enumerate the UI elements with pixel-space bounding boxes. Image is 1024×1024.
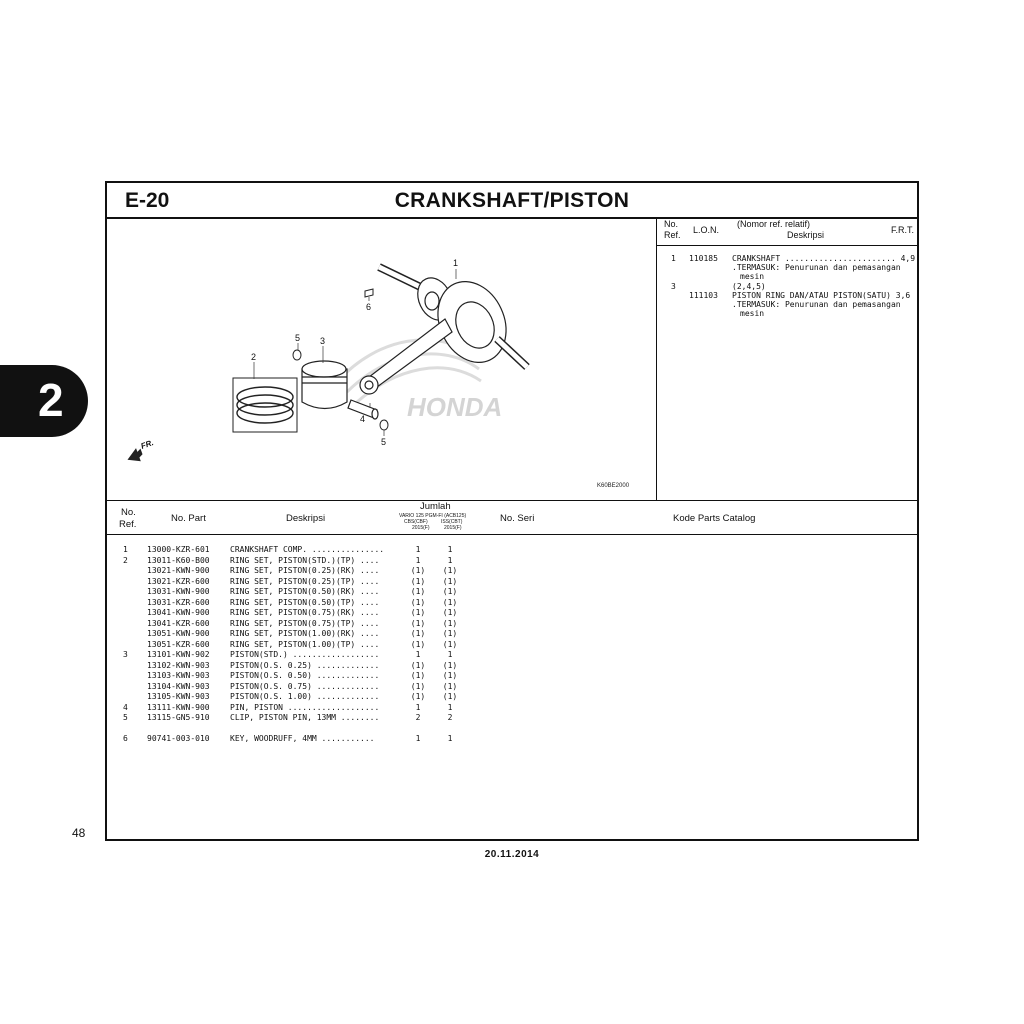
qty-model-1-cell: (1) bbox=[410, 576, 426, 586]
qty-model-1-cell: 1 bbox=[415, 734, 421, 743]
part-number-cell: 13041-KWN-900 bbox=[147, 608, 210, 617]
part-number-cell: 13031-KWN-900 bbox=[147, 587, 210, 596]
description-cell: RING SET, PISTON(1.00)(RK) .... bbox=[230, 629, 380, 638]
page-title: CRANKSHAFT/PISTON bbox=[394, 189, 630, 212]
qty-model-2-cell: (1) bbox=[442, 671, 458, 680]
frt-line: mesin bbox=[740, 272, 765, 281]
qty-model-1-cell: (1) bbox=[410, 639, 426, 649]
qty-model-1-cell: (1) bbox=[410, 660, 426, 670]
callout-4: 4 bbox=[360, 414, 366, 424]
exploded-diagram bbox=[107, 217, 656, 500]
section-tab bbox=[0, 365, 88, 437]
model-2-year: 2015(F) bbox=[444, 525, 462, 531]
frt-ref: 1 bbox=[671, 254, 676, 263]
callout-3: 3 bbox=[320, 336, 326, 346]
model-2-variant: ISS(CBT) bbox=[441, 519, 463, 525]
qty-model-2-cell: (1) bbox=[442, 681, 458, 691]
parts-row bbox=[107, 713, 917, 724]
ref-cell: 1 bbox=[123, 545, 128, 554]
callout-1: 1 bbox=[453, 258, 459, 268]
part-number-cell: 13000-KZR-601 bbox=[147, 545, 210, 554]
ref-cell: 6 bbox=[123, 734, 128, 743]
qty-model-1-cell: (1) bbox=[410, 566, 426, 575]
callout-5b: 5 bbox=[381, 437, 387, 447]
front-label: FR. bbox=[139, 438, 155, 451]
parts-row bbox=[107, 650, 917, 661]
parts-row bbox=[107, 692, 917, 703]
qty-model-2-cell: 2 bbox=[447, 713, 453, 722]
print-date: 20.11.2014 bbox=[484, 849, 540, 860]
parts-row bbox=[107, 724, 917, 735]
front-arrow-icon bbox=[125, 438, 155, 465]
frt-ref: 3 bbox=[671, 282, 676, 291]
description-cell: PIN, PISTON ................... bbox=[230, 702, 380, 712]
description-cell: PISTON(O.S. 0.25) ............. bbox=[230, 660, 380, 670]
divider bbox=[107, 534, 917, 535]
qty-model-1-cell: (1) bbox=[410, 587, 426, 596]
parts-row bbox=[107, 734, 917, 745]
part-number-cell: 90741-003-010 bbox=[147, 734, 210, 743]
part-number-cell: 13031-KZR-600 bbox=[147, 597, 210, 607]
qty-model-1-cell: (1) bbox=[410, 681, 426, 691]
qty-model-2-cell: (1) bbox=[442, 692, 458, 701]
frt-col-desc: Deskripsi bbox=[787, 230, 825, 240]
qty-model-1-cell: 1 bbox=[415, 702, 421, 712]
parts-row bbox=[107, 619, 917, 630]
frt-col-rel: (Nomor ref. relatif) bbox=[737, 219, 811, 229]
qty-model-1-cell: (1) bbox=[410, 629, 426, 638]
qty-model-2-cell: (1) bbox=[442, 608, 458, 617]
parts-row bbox=[107, 682, 917, 693]
description-cell: PISTON(O.S. 1.00) ............. bbox=[230, 692, 380, 701]
description-cell: RING SET, PISTON(0.75)(RK) .... bbox=[230, 608, 380, 617]
ref-cell: 4 bbox=[123, 702, 128, 712]
description-cell: PISTON(O.S. 0.75) ............. bbox=[230, 681, 380, 691]
part-number-cell: 13111-KWN-900 bbox=[147, 702, 210, 712]
qty-model-1-cell: (1) bbox=[410, 692, 426, 701]
frt-table bbox=[657, 217, 919, 500]
frt-col-no: No. bbox=[664, 219, 679, 229]
parts-row bbox=[107, 671, 917, 682]
description-cell: RING SET, PISTON(0.75)(TP) .... bbox=[230, 618, 380, 628]
col-jumlah: Jumlah bbox=[420, 501, 451, 512]
piston-rings-drawing bbox=[233, 378, 297, 432]
description-cell: PISTON(O.S. 0.50) ............. bbox=[230, 671, 380, 680]
part-number-cell: 13021-KWN-900 bbox=[147, 566, 210, 575]
diagram-drawing bbox=[107, 217, 656, 500]
parts-row bbox=[107, 545, 917, 556]
part-number-cell: 13051-KZR-600 bbox=[147, 639, 210, 649]
clip-drawing bbox=[380, 420, 388, 430]
frt-line: mesin bbox=[740, 309, 765, 318]
piston-drawing bbox=[302, 361, 347, 409]
qty-model-2-cell: (1) bbox=[442, 597, 458, 607]
frt-line: CRANKSHAFT ....................... 4,9 bbox=[732, 254, 916, 263]
qty-model-1-cell: (1) bbox=[410, 597, 426, 607]
col-desc: Deskripsi bbox=[286, 513, 326, 524]
woodruff-key-drawing bbox=[365, 289, 373, 297]
qty-model-2-cell: (1) bbox=[442, 629, 458, 638]
page-number: 48 bbox=[72, 826, 86, 840]
part-number-cell: 13011-K60-B00 bbox=[147, 555, 210, 565]
frt-lon: 110185 bbox=[689, 254, 718, 263]
callout-6: 6 bbox=[366, 302, 372, 312]
parts-row bbox=[107, 661, 917, 672]
qty-model-1-cell: 1 bbox=[415, 555, 421, 565]
qty-model-1-cell: 1 bbox=[415, 650, 421, 659]
qty-model-2-cell: 1 bbox=[447, 545, 453, 554]
qty-model-2-cell: 1 bbox=[447, 734, 453, 743]
part-number-cell: 13104-KWN-903 bbox=[147, 681, 210, 691]
part-number-cell: 13105-KWN-903 bbox=[147, 692, 210, 701]
model-1-name: VARIO 125 PGM-FI (ACB125) bbox=[399, 513, 467, 519]
ref-cell: 3 bbox=[123, 650, 128, 659]
page-header bbox=[107, 183, 917, 219]
callout-2: 2 bbox=[251, 352, 257, 362]
description-cell: PISTON(STD.) .................. bbox=[230, 650, 380, 659]
description-cell: RING SET, PISTON(0.50)(TP) .... bbox=[230, 597, 380, 607]
part-number-cell: 13103-KWN-903 bbox=[147, 671, 210, 680]
frt-lon: 111103 bbox=[689, 291, 718, 300]
qty-model-2-cell: (1) bbox=[442, 576, 458, 586]
parts-row bbox=[107, 587, 917, 598]
frt-table-header bbox=[657, 217, 919, 246]
parts-row bbox=[107, 566, 917, 577]
ref-cell: 2 bbox=[123, 555, 128, 565]
description-cell: RING SET, PISTON(1.00)(TP) .... bbox=[230, 639, 380, 649]
parts-row bbox=[107, 703, 917, 714]
qty-model-2-cell: (1) bbox=[442, 660, 458, 670]
qty-model-1-cell: (1) bbox=[410, 608, 426, 617]
parts-row bbox=[107, 556, 917, 567]
qty-model-2-cell: 1 bbox=[447, 650, 453, 659]
section-code: E-20 bbox=[125, 189, 170, 212]
qty-model-1-cell: (1) bbox=[410, 671, 426, 680]
qty-model-2-cell: (1) bbox=[442, 639, 458, 649]
qty-model-2-cell: 1 bbox=[447, 555, 453, 565]
parts-table-header bbox=[107, 501, 917, 534]
frt-line: (2,4,5) bbox=[732, 282, 766, 291]
model-1-variant: CBS(CBF) bbox=[404, 519, 428, 525]
qty-model-2-cell: (1) bbox=[442, 618, 458, 628]
part-number-cell: 13115-GN5-910 bbox=[147, 713, 210, 722]
col-no: No. bbox=[121, 507, 136, 518]
description-cell: CLIP, PISTON PIN, 13MM ........ bbox=[230, 713, 380, 722]
parts-row bbox=[107, 577, 917, 588]
part-number-cell: 13051-KWN-900 bbox=[147, 629, 210, 638]
parts-row bbox=[107, 629, 917, 640]
col-no-part: No. Part bbox=[171, 513, 206, 524]
qty-model-2-cell: 1 bbox=[447, 702, 453, 712]
section-tab-number: 2 bbox=[38, 374, 64, 426]
qty-model-2-cell: (1) bbox=[442, 587, 458, 596]
parts-page-frame bbox=[105, 181, 919, 841]
parts-row bbox=[107, 608, 917, 619]
parts-list bbox=[107, 545, 917, 745]
description-cell: CRANKSHAFT COMP. ............... bbox=[230, 545, 385, 554]
parts-row bbox=[107, 598, 917, 609]
part-number-cell: 13102-KWN-903 bbox=[147, 660, 210, 670]
clip-drawing bbox=[293, 350, 301, 360]
ref-cell: 5 bbox=[123, 713, 128, 722]
qty-model-1-cell: 1 bbox=[415, 545, 421, 554]
description-cell: RING SET, PISTON(0.25)(RK) .... bbox=[230, 566, 380, 575]
frt-line: PISTON RING DAN/ATAU PISTON(SATU) 3,6 bbox=[732, 291, 911, 300]
description-cell: RING SET, PISTON(STD.)(TP) .... bbox=[230, 555, 380, 565]
honda-watermark: HONDA bbox=[407, 392, 503, 422]
frt-line: .TERMASUK: Penurunan dan pemasangan bbox=[732, 263, 901, 272]
crankshaft-drawing bbox=[360, 267, 527, 394]
frt-col-lon: L.O.N. bbox=[693, 225, 720, 235]
col-catalog: Kode Parts Catalog bbox=[673, 513, 756, 524]
figure-code: K60BE2000 bbox=[597, 483, 630, 489]
parts-row bbox=[107, 640, 917, 651]
qty-model-2-cell: (1) bbox=[442, 566, 458, 575]
col-ref: Ref. bbox=[119, 519, 137, 530]
part-number-cell: 13041-KZR-600 bbox=[147, 618, 210, 628]
description-cell: RING SET, PISTON(0.25)(TP) .... bbox=[230, 576, 380, 586]
qty-model-1-cell: (1) bbox=[410, 618, 426, 628]
description-cell: KEY, WOODRUFF, 4MM ........... bbox=[230, 734, 375, 743]
model-1-year: 2015(F) bbox=[412, 525, 430, 531]
part-number-cell: 13101-KWN-902 bbox=[147, 650, 210, 659]
frt-col-ref: Ref. bbox=[664, 230, 681, 240]
part-number-cell: 13021-KZR-600 bbox=[147, 576, 210, 586]
callout-5: 5 bbox=[295, 333, 301, 343]
col-no-seri: No. Seri bbox=[500, 513, 535, 524]
description-cell: RING SET, PISTON(0.50)(RK) .... bbox=[230, 587, 380, 596]
frt-line: .TERMASUK: Penurunan dan pemasangan bbox=[732, 300, 901, 309]
frt-col-frt: F.R.T. bbox=[891, 225, 915, 235]
qty-model-1-cell: 2 bbox=[415, 713, 421, 722]
